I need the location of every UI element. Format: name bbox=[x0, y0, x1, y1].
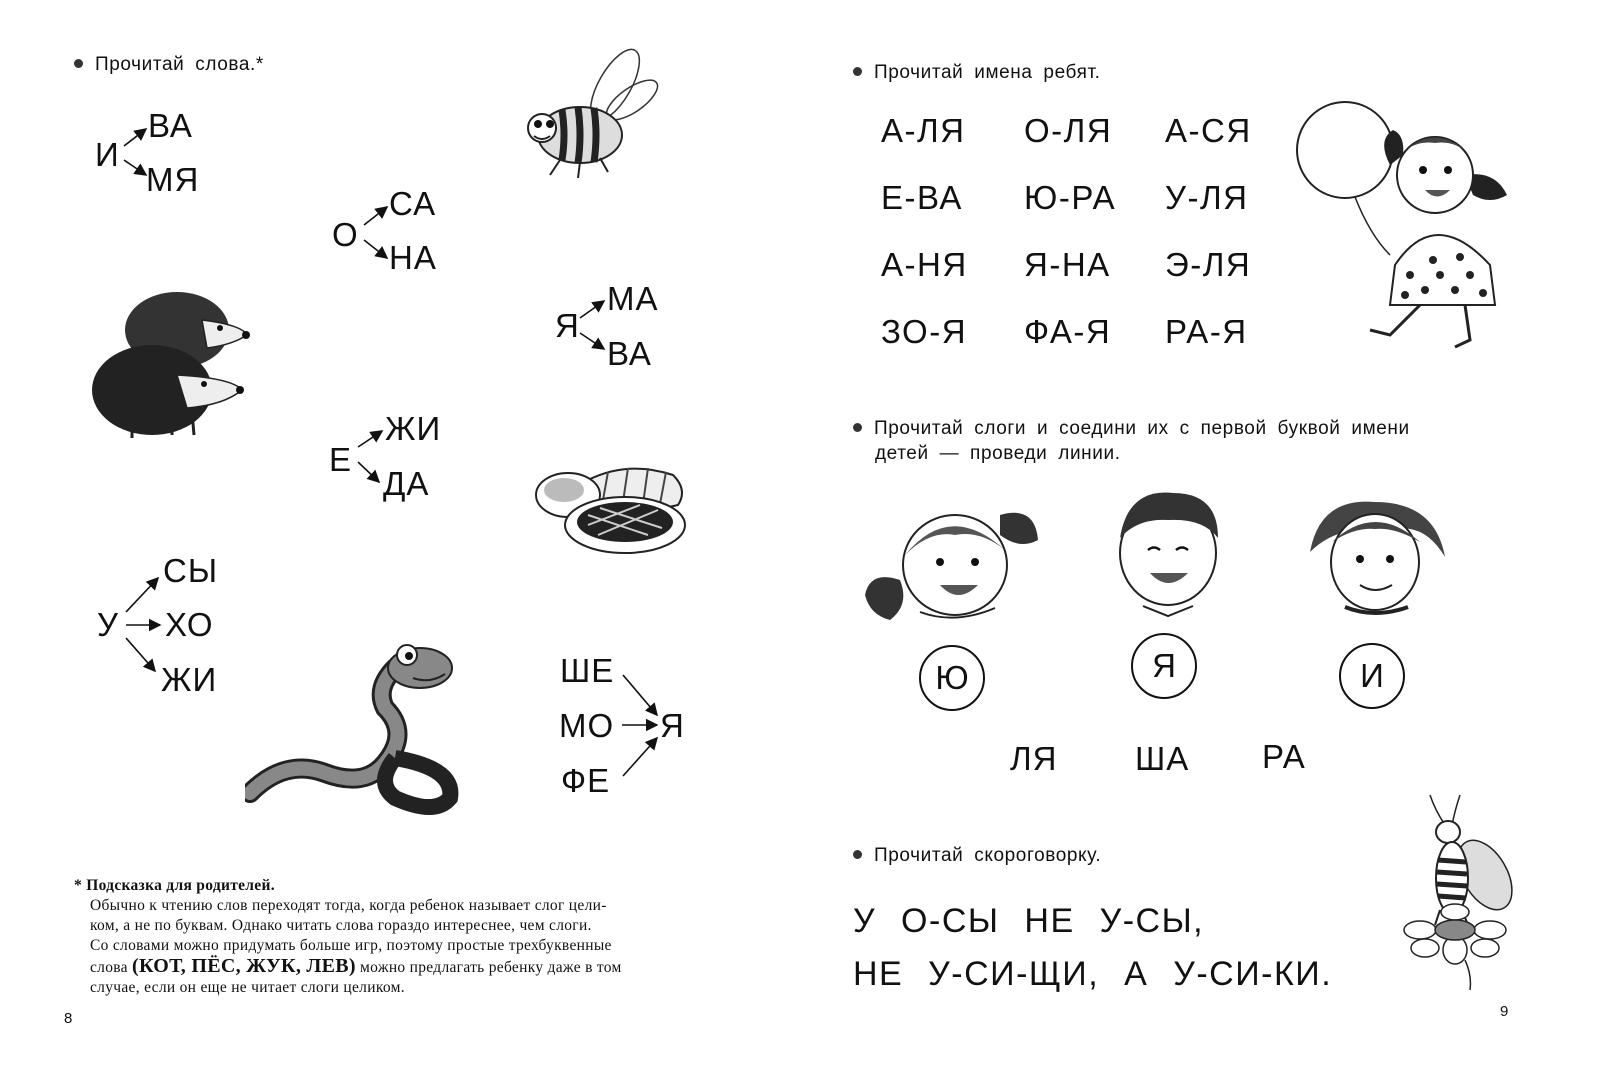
word-end-letter: Я bbox=[660, 707, 685, 744]
word-ending: МЯ bbox=[146, 161, 200, 198]
name-cell: А-НЯ bbox=[881, 246, 968, 283]
word-ending: НА bbox=[389, 239, 437, 276]
arrow bbox=[623, 738, 657, 776]
word-ending: ВА bbox=[607, 335, 652, 372]
hint-example-words: (КОТ, ПЁС, ЖУК, ЛЕВ) bbox=[132, 955, 356, 977]
girl-with-balloon-illustration bbox=[1295, 95, 1525, 355]
arrow bbox=[126, 638, 155, 671]
hint-line: слова (КОТ, ПЁС, ЖУК, ЛЕВ) можно предлагать ребенку даже в том bbox=[90, 955, 622, 977]
word-start: О bbox=[332, 216, 359, 253]
name-cell: ЗО-Я bbox=[881, 313, 968, 350]
arrow bbox=[124, 160, 146, 175]
hint-line: случае, если он еще не читает слоги целиком. bbox=[90, 979, 405, 996]
name-cell: А-СЯ bbox=[1165, 112, 1252, 149]
word-ending: ЖИ bbox=[161, 661, 218, 698]
wasp-on-flower-illustration bbox=[1400, 790, 1525, 990]
word-beginning: ФЕ bbox=[561, 762, 611, 799]
word-ending: ДА bbox=[383, 465, 430, 502]
tongue-twister-line: У О-СЫ НЕ У-СЫ, bbox=[853, 902, 1205, 940]
instruction-read-names: Прочитай имена ребят. bbox=[853, 62, 1101, 84]
name-cell: Е-ВА bbox=[881, 179, 963, 216]
hedgehogs-illustration bbox=[92, 290, 252, 440]
hint-line: Обычно к чтению слов переходят тогда, когда ребенок называет слог цели- bbox=[90, 897, 607, 914]
arrow bbox=[364, 240, 387, 258]
word-start: Е bbox=[329, 441, 353, 478]
parents-hint bbox=[74, 876, 724, 998]
word-ending: МА bbox=[607, 280, 659, 317]
name-cell: Я-НА bbox=[1024, 246, 1111, 283]
arrow bbox=[364, 207, 387, 225]
arrow bbox=[623, 675, 657, 715]
boy-face-illustration bbox=[1108, 488, 1228, 623]
girl-face-illustration bbox=[860, 500, 1040, 630]
name-cell: У-ЛЯ bbox=[1165, 179, 1249, 216]
instruction-connect-syllables: Прочитай слоги и соедини их с первой буквой имени детей — проведи линии. bbox=[853, 416, 1410, 466]
word-start: Я bbox=[555, 307, 580, 344]
word-beginning: МО bbox=[559, 707, 615, 744]
word-ending: СА bbox=[389, 185, 437, 222]
name-cell: ФА-Я bbox=[1024, 313, 1112, 350]
instruction-tongue-twister: Прочитай скороговорку. bbox=[853, 845, 1101, 867]
name-cell: РА-Я bbox=[1165, 313, 1248, 350]
page-number-right: 9 bbox=[1500, 1003, 1509, 1020]
arrow bbox=[358, 431, 382, 447]
bullet-icon bbox=[853, 423, 862, 432]
syllable[interactable]: ЛЯ bbox=[1010, 740, 1058, 777]
name-cell: Э-ЛЯ bbox=[1165, 246, 1252, 283]
name-cell: Ю-РА bbox=[1024, 179, 1117, 216]
letter-circle[interactable]: Я bbox=[1131, 633, 1197, 699]
arrow bbox=[124, 129, 146, 146]
instruction-read-words: Прочитай слова.* bbox=[74, 54, 264, 76]
syllable[interactable]: ША bbox=[1135, 740, 1190, 777]
bullet-icon bbox=[853, 850, 862, 859]
word-start: И bbox=[95, 136, 120, 173]
letter-circle[interactable]: Ю bbox=[919, 645, 985, 711]
word-ending: СЫ bbox=[163, 552, 219, 589]
hint-line: ком, а не по буквам. Однако читать слова гораздо интереснее, чем слоги. bbox=[90, 917, 592, 934]
syllable[interactable]: РА bbox=[1262, 738, 1306, 775]
letter-circle[interactable]: И bbox=[1339, 643, 1405, 709]
arrow bbox=[358, 462, 379, 482]
arrow bbox=[580, 333, 604, 349]
name-cell: А-ЛЯ bbox=[881, 112, 966, 149]
bread-illustration bbox=[528, 460, 688, 560]
girl-curly-face-illustration bbox=[1300, 497, 1450, 622]
page-number-left: 8 bbox=[64, 1010, 73, 1027]
word-start: У bbox=[97, 606, 119, 643]
arrow bbox=[580, 301, 604, 318]
bullet-icon bbox=[853, 67, 862, 76]
bee-illustration bbox=[520, 40, 660, 180]
word-ending: ВА bbox=[148, 107, 193, 144]
word-ending: ЖИ bbox=[385, 410, 442, 447]
hint-line: Со словами можно придумать больше игр, поэтому простые трехбуквенные bbox=[90, 937, 612, 954]
word-beginning: ШЕ bbox=[560, 652, 615, 689]
word-ending: ХО bbox=[165, 606, 214, 643]
name-cell: О-ЛЯ bbox=[1024, 112, 1113, 149]
tongue-twister-line: НЕ У-СИ-ЩИ, А У-СИ-КИ. bbox=[853, 955, 1333, 993]
arrow bbox=[126, 578, 158, 612]
snake-illustration bbox=[245, 638, 465, 818]
hint-title: * Подсказка для родителей. bbox=[74, 877, 275, 894]
